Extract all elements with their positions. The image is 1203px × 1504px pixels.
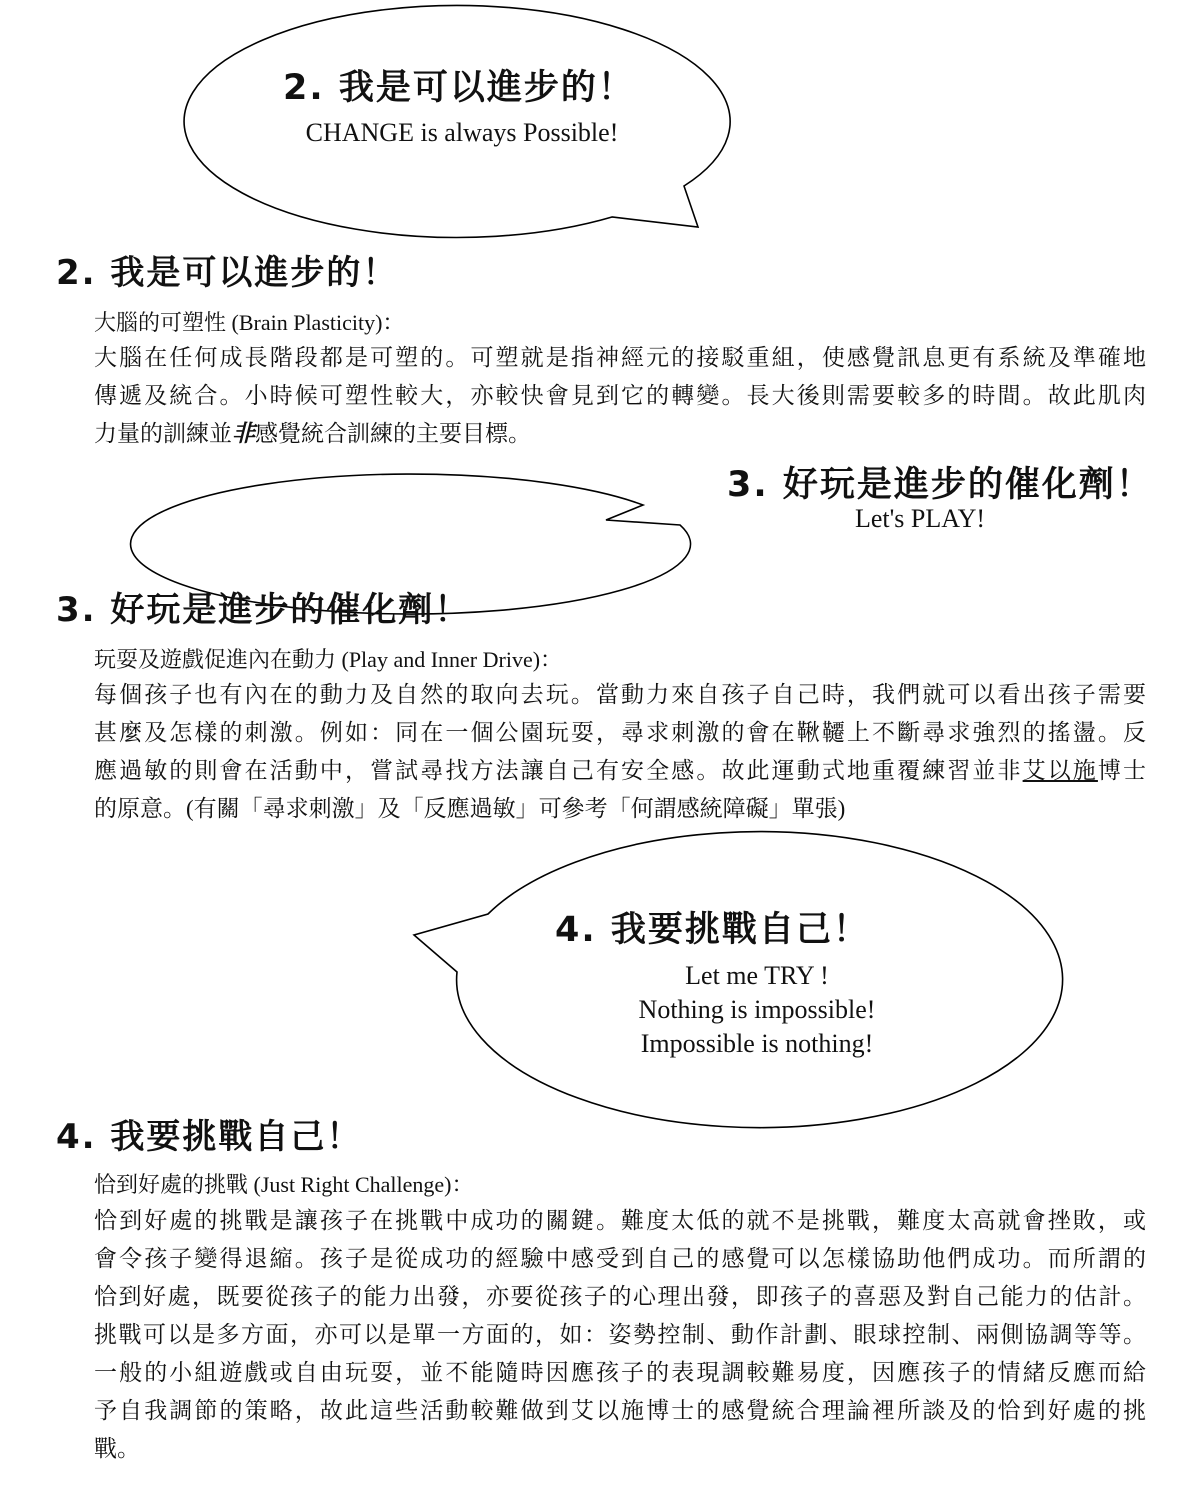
bubble-2-text: Let's PLAY!: [854, 504, 986, 533]
section-4-subheading: 恰到好處的挑戰 (Just Right Challenge)：: [94, 1172, 474, 1197]
paragraph-line: 甚麼及怎樣的刺激。例如：同在一個公園玩耍，尋求刺激的會在鞦韆上不斷尋求強烈的搖盪。反: [94, 720, 1146, 745]
section-4-paragraph: [94, 1202, 1146, 1468]
paragraph-line: 會令孩子變得退縮。孩子是從成功的經驗中感受到自己的感覺可以怎樣協助他們成功。而所謂的: [94, 1246, 1146, 1271]
bubble-1-title: 2. 我是可以進步的！: [283, 68, 635, 108]
paragraph-line: 的原意。(有關「尋求刺激」及「反應過敏」可參考「何謂感統障礙」單張): [94, 796, 846, 821]
section-4-heading: 4. 我要挑戰自己！: [56, 1117, 363, 1157]
emphasis-text: 非: [232, 421, 255, 446]
section-3-heading: 3. 好玩是進步的催化劑！: [56, 590, 471, 630]
paragraph-line: 戰。: [94, 1436, 140, 1461]
paragraph-line: 一般的小組遊戲或自由玩耍，並不能隨時因應孩子的表現調較難易度，因應孩子的情緒反應而給: [94, 1360, 1146, 1385]
text-run: 博士: [1097, 758, 1147, 783]
bubble-3-text-2: Nothing is impossible!: [638, 995, 876, 1024]
paragraph-line: 挑戰可以是多方面，亦可以是單一方面的，如：姿勢控制、動作計劃、眼球控制、兩側協調等等。: [94, 1322, 1146, 1347]
section-3-paragraph: [94, 676, 1146, 828]
underlined-name: 艾以施: [1022, 758, 1098, 783]
paragraph-line: [94, 752, 1146, 790]
paragraph-line: 大腦在任何成長階段都是可塑的。可塑就是指神經元的接駁重組，使感覺訊息更有系統及準確地: [94, 345, 1146, 370]
paragraph-line: 予自我調節的策略，故此這些活動較難做到艾以施博士的感覺統合理論裡所談及的恰到好處的挑: [94, 1398, 1146, 1423]
text-run: 應過敏的則會在活動中，嘗試尋找方法讓自己有安全感。故此運動式地重覆練習並非: [94, 758, 1023, 783]
text-run: 感覺統合訓練的主要目標。: [255, 421, 531, 446]
paragraph-line: 傳遞及統合。小時候可塑性較大，亦較快會見到它的轉變。長大後則需要較多的時間。故此肌肉: [94, 383, 1146, 408]
bubble-3-title: 4. 我要挑戰自己！: [555, 910, 870, 950]
section-3-subheading: 玩耍及遊戲促進內在動力 (Play and Inner Drive)：: [94, 647, 563, 672]
bubble-2-title: 3. 好玩是進步的催化劑！: [727, 465, 1153, 505]
bubble-3-text-1: Let me TRY !: [685, 961, 829, 990]
bubble-3-text-3: Impossible is nothing!: [640, 1029, 874, 1058]
section-2-subheading: 大腦的可塑性 (Brain Plasticity)：: [94, 310, 405, 335]
section-2-heading: 2. 我是可以進步的！: [56, 253, 399, 293]
paragraph-line: 每個孩子也有內在的動力及自然的取向去玩。當動力來自孩子自己時，我們就可以看出孩子需要: [94, 682, 1146, 707]
paragraph-line: [94, 415, 1146, 453]
paragraph-line: 恰到好處，既要從孩子的能力出發，亦要從孩子的心理出發，即孩子的喜惡及對自己能力的估計。: [94, 1284, 1146, 1309]
bubble-1-text: CHANGE is always Possible!: [305, 118, 619, 147]
section-2-paragraph: [94, 339, 1146, 453]
text-run: 力量的訓練並: [94, 421, 232, 446]
paragraph-line: 恰到好處的挑戰是讓孩子在挑戰中成功的關鍵。難度太低的就不是挑戰，難度太高就會挫敗，或: [94, 1208, 1146, 1233]
